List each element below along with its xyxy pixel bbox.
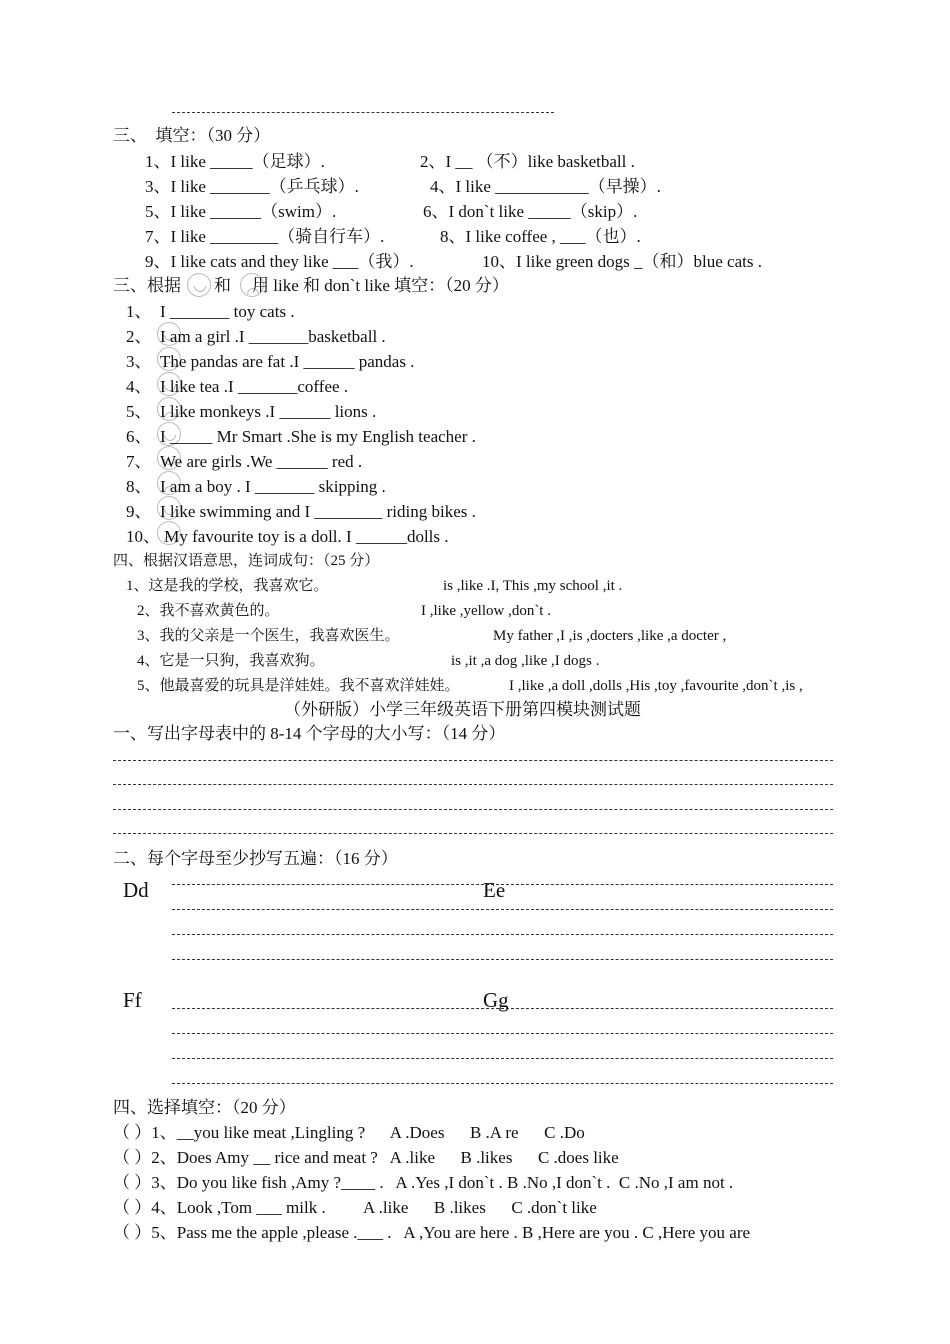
letter-dd: Dd bbox=[123, 878, 149, 902]
answer-line bbox=[172, 1008, 833, 1009]
answer-line bbox=[113, 809, 833, 810]
answer-line bbox=[172, 1083, 833, 1084]
fill-item-6: 6、I don`t like _____（skip）. bbox=[423, 202, 638, 221]
section-alphabet-title: 一、写出字母表中的 8-14 个字母的大小写：（14 分） bbox=[113, 724, 506, 743]
sentence-en-3: My father ,I ,is ,docters ,like ,a docter , bbox=[493, 628, 727, 644]
answer-line bbox=[172, 1058, 833, 1059]
like-item-4: 4、 I like tea .I _______coffee . bbox=[126, 377, 349, 396]
answer-line bbox=[113, 784, 833, 785]
like-item-8: 8、 I am a boy . I _______ skipping . bbox=[126, 477, 386, 496]
choice-item-5: （ ）5、Pass me the apple ,please .___ . A ,You are here . B ,Here are you . C ,Here you are bbox=[113, 1223, 751, 1242]
sentence-cn-4: 4、它是一只狗，我喜欢狗。 bbox=[137, 653, 325, 669]
fill-item-9: 9、I like cats and they like ___（我）. bbox=[145, 252, 414, 271]
fill-item-3: 3、I like _______（乒乓球）. bbox=[145, 177, 359, 196]
fill-item-10: 10、I like green dogs _（和）blue cats . bbox=[482, 252, 762, 271]
letter-ee: Ee bbox=[483, 878, 506, 902]
like-item-9: 9、 I like swimming and I ________ riding bikes . bbox=[126, 502, 476, 521]
section-like-title-b: 和 bbox=[214, 276, 231, 295]
choice-item-1: （ ）1、__you like meat ,Lingling ? A .Does B .A re C .Do bbox=[113, 1123, 585, 1142]
sentence-cn-5: 5、他最喜爱的玩具是洋娃娃。我不喜欢洋娃娃。 bbox=[137, 678, 460, 694]
answer-line bbox=[172, 884, 833, 885]
section-choice-title: 四、选择填空：（20 分） bbox=[113, 1098, 296, 1117]
answer-line bbox=[113, 760, 833, 761]
like-item-3: 3、 The pandas are fat .I ______ pandas . bbox=[126, 352, 415, 371]
like-item-10: 10、 My favourite toy is a doll. I ______dolls . bbox=[126, 527, 449, 546]
choice-item-2: （ ）2、Does Amy __ rice and meat ? A .like B .likes C .does like bbox=[113, 1148, 619, 1167]
section-fill-title: 三、 填空：（30 分） bbox=[113, 126, 271, 145]
sentence-cn-3: 3、我的父亲是一个医生，我喜欢医生。 bbox=[137, 628, 400, 644]
answer-line bbox=[172, 909, 833, 910]
choice-item-4: （ ）4、Look ,Tom ___ milk . A .like B .likes C .don`t like bbox=[113, 1198, 597, 1217]
answer-line bbox=[113, 833, 833, 834]
sentence-en-2: I ,like ,yellow ,don`t . bbox=[421, 603, 551, 619]
letter-gg: Gg bbox=[483, 988, 509, 1012]
like-item-2: 2、 I am a girl .I _______basketball . bbox=[126, 327, 386, 346]
answer-line bbox=[172, 1033, 833, 1034]
like-item-5: 5、 I like monkeys .I ______ lions . bbox=[126, 402, 377, 421]
section-sentence-title: 四、根据汉语意思，连词成句：（25 分） bbox=[113, 553, 380, 569]
sentence-cn-2: 2、我不喜欢黄色的。 bbox=[137, 603, 280, 619]
letter-ff: Ff bbox=[123, 988, 142, 1012]
fill-item-1: 1、I like _____（足球）. bbox=[145, 152, 325, 171]
test-title: （外研版）小学三年级英语下册第四模块测试题 bbox=[284, 700, 641, 719]
fill-item-5: 5、I like ______（swim）. bbox=[145, 202, 337, 221]
sentence-en-4: is ,it ,a dog ,like ,I dogs . bbox=[451, 653, 600, 669]
like-item-7: 7、 We are girls .We ______ red . bbox=[126, 452, 363, 471]
like-item-6: 6、 I _____ Mr Smart .She is my English teacher . bbox=[126, 427, 476, 446]
section-like-title-a: 三、根据 bbox=[113, 276, 181, 295]
fill-item-7: 7、I like ________（骑自行车）. bbox=[145, 227, 385, 246]
section-copy-title: 二、每个字母至少抄写五遍：（16 分） bbox=[113, 849, 398, 868]
sentence-en-1: is ,like .I, This ,my school ,it . bbox=[443, 578, 623, 594]
fill-item-4: 4、I like ___________（早操）. bbox=[430, 177, 661, 196]
sentence-en-5: I ,like ,a doll ,dolls ,His ,toy ,favourite ,don`t ,is , bbox=[509, 678, 803, 694]
fill-item-2: 2、I __ （不）like basketball . bbox=[420, 152, 635, 171]
smiley-face-icon bbox=[187, 273, 211, 297]
sentence-cn-1: 1、这是我的学校，我喜欢它。 bbox=[126, 578, 329, 594]
like-item-1: 1、 I _______ toy cats . bbox=[126, 302, 295, 321]
section-like-title-c: 用 like 和 don`t like 填空：（20 分） bbox=[252, 276, 509, 295]
answer-line bbox=[172, 959, 833, 960]
choice-item-3: （ ）3、Do you like fish ,Amy ?____ . A .Yes ,I don`t . B .No ,I don`t . C .No ,I am not . bbox=[113, 1173, 734, 1192]
fill-item-8: 8、I like coffee , ___（也）. bbox=[440, 227, 641, 246]
answer-line bbox=[172, 934, 833, 935]
answer-line bbox=[172, 112, 554, 113]
